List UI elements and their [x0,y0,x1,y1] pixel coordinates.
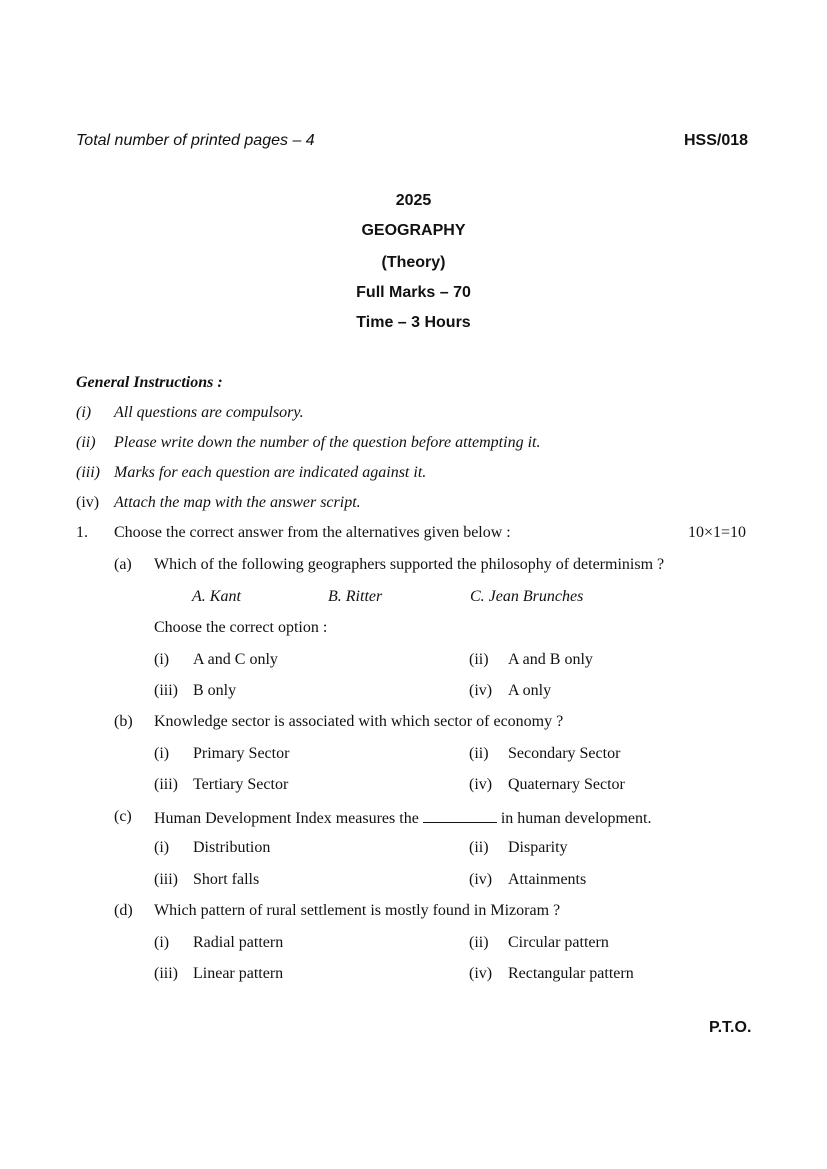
option-num: (ii) [469,745,489,762]
part-text-before: Human Development Index measures the [154,810,419,827]
option-text: Secondary Sector [508,745,621,762]
option-num: (iv) [469,776,493,793]
geographer-choice: B. Ritter [328,588,383,605]
option-text: A and C only [193,651,278,668]
option-text: A and B only [508,651,593,668]
option-text: Attainments [508,871,587,888]
option-text: Linear pattern [193,965,284,982]
part-label: (d) [114,902,133,919]
instruction-num: (iii) [76,464,100,481]
question-marks: 10×1=10 [688,524,747,541]
instruction-num: (ii) [76,434,96,451]
option-num: (iii) [154,965,178,982]
option-num: (i) [154,745,170,762]
option-text: B only [193,682,237,699]
instruction-text: Please write down the number of the question before attempting it. [114,434,541,451]
option-text: Quaternary Sector [508,776,625,793]
option-text: Circular pattern [508,934,609,951]
instruction-num: (iv) [76,494,100,511]
full-marks: Full Marks – 70 [356,284,471,301]
option-text: Distribution [193,839,271,856]
option-num: (ii) [469,934,489,951]
paper-code: HSS/018 [684,132,749,149]
instructions-heading: General Instructions : [76,374,223,391]
part-label: (a) [114,556,132,573]
option-num: (iv) [469,871,493,888]
option-text: A only [508,682,552,699]
option-num: (iv) [469,965,493,982]
question-number: 1. [76,524,88,541]
option-prompt: Choose the correct option : [154,619,328,636]
option-text: Rectangular pattern [508,965,634,982]
pages-note: Total number of printed pages – 4 [76,132,315,149]
part-text-line [154,808,651,828]
option-text: Tertiary Sector [193,776,289,793]
subject-title: GEOGRAPHY [361,222,466,239]
time-allowed: Time – 3 Hours [356,314,471,331]
question-text: Choose the correct answer from the alternatives given below : [114,524,511,541]
option-text: Primary Sector [193,745,290,762]
option-num: (i) [154,839,170,856]
option-num: (ii) [469,651,489,668]
option-text: Short falls [193,871,260,888]
option-num: (iii) [154,682,178,699]
geographer-choice: C. Jean Brunches [470,588,584,605]
part-text: Which pattern of rural settlement is mostly found in Mizoram ? [154,902,561,919]
option-text: Radial pattern [193,934,284,951]
part-label: (c) [114,808,132,825]
option-num: (i) [154,934,170,951]
instruction-text: Marks for each question are indicated against it. [114,464,427,481]
pto-marker: P.T.O. [709,1019,752,1036]
option-num: (ii) [469,839,489,856]
part-label: (b) [114,713,133,730]
instruction-text: All questions are compulsory. [114,404,304,421]
option-num: (iv) [469,682,493,699]
geographer-choice: A. Kant [192,588,241,605]
instruction-num: (i) [76,404,92,421]
part-text: Knowledge sector is associated with which sector of economy ? [154,713,564,730]
option-text: Disparity [508,839,568,856]
part-text-after: in human development. [500,810,652,827]
instruction-text: Attach the map with the answer script. [114,494,361,511]
part-text: Which of the following geographers supported the philosophy of determinism ? [154,556,665,573]
option-num: (iii) [154,776,178,793]
option-num: (iii) [154,871,178,888]
answer-blank [423,808,497,823]
paper-type: (Theory) [381,254,446,271]
option-num: (i) [154,651,170,668]
exam-year: 2025 [395,192,432,209]
